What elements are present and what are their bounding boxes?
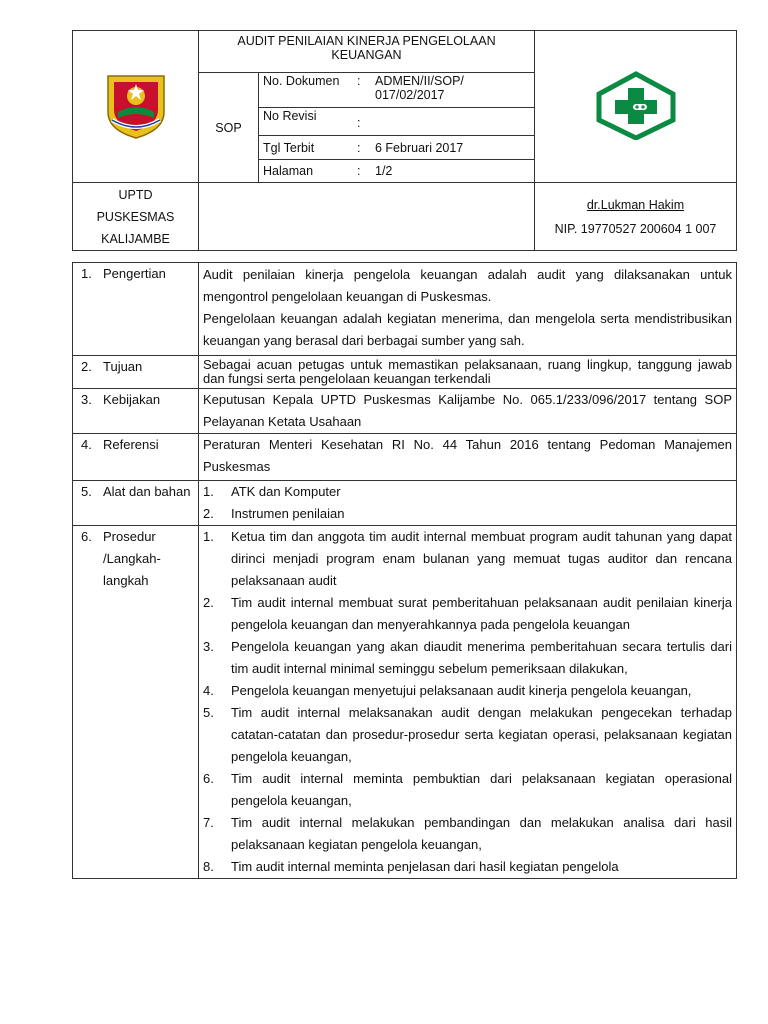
list-item <box>203 680 732 702</box>
item-text: Pengelola keuangan menyetujui pelaksanaan audit kinerja pengelola keuangan, <box>231 683 692 698</box>
section-content <box>199 481 737 526</box>
info-sep: : <box>353 135 371 159</box>
section-title: Pengertian <box>103 266 166 281</box>
item-text: Pengelola keuangan yang akan diaudit menerima pemberitahuan secara tertulis dari tim audit internal minimal seminggu sebelum pemeriksaan dilakukan, <box>231 639 732 676</box>
section-title: Prosedur /Langkah-langkah <box>103 529 161 588</box>
item-text: Tim audit internal membuat surat pemberitahuan pelaksanaan audit penilaian kinerja pengelola keuangan dan menyerahkannya pada pengelola keuangan <box>231 595 732 632</box>
sop-content-table <box>72 262 737 879</box>
section-content <box>199 263 737 356</box>
section-label <box>73 526 199 879</box>
section-row <box>73 526 737 879</box>
info-sep: : <box>357 163 361 178</box>
section-label <box>73 389 199 434</box>
org-line: PUSKESMAS <box>96 209 175 224</box>
document-title: AUDIT PENILAIAN KINERJA PENGELOLAAN KEUANGAN <box>199 31 535 73</box>
section-row <box>73 481 737 526</box>
org-line: UPTD <box>118 187 153 202</box>
list-item <box>203 636 732 680</box>
info-label: No Revisi <box>259 107 353 135</box>
blank-cell <box>199 183 535 251</box>
signer-nip: NIP. 19770527 200604 1 007 <box>554 221 717 236</box>
list-item <box>203 503 732 525</box>
section-number: 4. <box>81 437 92 452</box>
list-item <box>203 592 732 636</box>
regency-emblem-icon <box>100 68 172 142</box>
section-label <box>73 356 199 389</box>
paragraph: Sebagai acuan petugas untuk memastikan pelaksanaan, ruang lingkup, tanggung jawab dan fungsi serta pengelolaan keuangan terkendali <box>203 357 732 386</box>
section-row <box>73 434 737 481</box>
section-title: Kebijakan <box>103 392 161 407</box>
section-number: 1. <box>81 266 92 281</box>
item-number: 2. <box>203 506 214 521</box>
document-info-cell <box>259 73 535 183</box>
item-text: Instrumen penilaian <box>231 506 345 521</box>
item-number: 1. <box>203 484 214 499</box>
list-item <box>203 812 732 856</box>
section-content <box>199 434 737 481</box>
section-row <box>73 356 737 389</box>
item-number: 4. <box>203 683 214 698</box>
info-value: 6 Februari 2017 <box>371 135 534 159</box>
item-number: 5. <box>203 705 214 720</box>
section-label <box>73 434 199 481</box>
section-label <box>73 481 199 526</box>
section-content <box>199 526 737 879</box>
info-value: 1/2 <box>375 163 393 178</box>
puskesmas-logo-cell <box>535 31 737 183</box>
item-number: 6. <box>203 771 214 786</box>
section-number: 2. <box>81 359 92 374</box>
item-list <box>203 481 732 525</box>
list-item <box>203 856 732 878</box>
puskesmas-logo-icon <box>593 70 679 140</box>
paragraph: Audit penilaian kinerja pengelola keuangan adalah audit yang dilaksanakan untuk mengontrol pengelolaan keuangan di Puskesmas. <box>203 267 732 304</box>
signature-block <box>535 183 737 251</box>
info-label: Halaman <box>263 163 314 178</box>
regency-logo-cell <box>73 31 199 183</box>
info-label: No. Dokumen <box>259 73 353 107</box>
info-sep: : <box>353 73 371 107</box>
organization-name <box>73 183 199 251</box>
info-value <box>371 107 534 135</box>
section-number: 5. <box>81 484 92 499</box>
item-number: 7. <box>203 815 214 830</box>
section-content <box>199 389 737 434</box>
list-item <box>203 768 732 812</box>
item-text: Tim audit internal melakukan pembandingan dan melakukan analisa dari hasil pelaksanaan kegiatan pengelola keuangan, <box>231 815 732 852</box>
item-text: Ketua tim dan anggota tim audit internal membuat program audit tahunan yang dapat dirinci menjadi program enam bulanan yang memuat tugas auditor dan rencana pelaksanaan audit <box>231 529 732 588</box>
section-row <box>73 389 737 434</box>
list-item <box>203 481 732 503</box>
section-label <box>73 263 199 356</box>
item-text: Tim audit internal meminta penjelasan dari hasil kegiatan pengelola <box>231 859 619 874</box>
org-line: KALIJAMBE <box>101 231 170 246</box>
section-content <box>199 356 737 389</box>
info-value: ADMEN/II/SOP/ 017/02/2017 <box>371 73 534 107</box>
paragraph: Keputusan Kepala UPTD Puskesmas Kalijambe No. 065.1/233/096/2017 tentang SOP Pelayanan Ketata Usahaan <box>203 392 732 429</box>
paragraph: Peraturan Menteri Kesehatan RI No. 44 Tahun 2016 tentang Pedoman Manajemen Puskesmas <box>203 437 732 474</box>
list-item <box>203 702 732 768</box>
item-number: 8. <box>203 859 214 874</box>
signer-name: dr.Lukman Hakim <box>586 197 685 212</box>
sop-label: SOP <box>199 73 259 183</box>
section-title: Referensi <box>103 437 159 452</box>
list-item <box>203 526 732 592</box>
info-label: Tgl Terbit <box>259 135 353 159</box>
section-row <box>73 263 737 356</box>
section-title: Alat dan bahan <box>103 484 191 499</box>
procedure-list <box>203 526 732 878</box>
section-number: 3. <box>81 392 92 407</box>
item-text: Tim audit internal melaksanakan audit dengan melakukan pengecekan terhadap catatan-catatan dan prosedur-prosedur serta kegiatan operasi, pelaksanaan kegiatan pengelola keuangan, <box>231 705 732 764</box>
info-sep: : <box>353 107 371 135</box>
section-number: 6. <box>81 529 92 544</box>
item-text: ATK dan Komputer <box>231 484 341 499</box>
document-info-table <box>259 73 534 181</box>
item-number: 1. <box>203 529 214 544</box>
item-number: 3. <box>203 639 214 654</box>
paragraph: Pengelolaan keuangan adalah kegiatan menerima, dan mengelola serta mendistribusikan keuangan yang berasal dari berbagai sumber yang sah. <box>203 311 732 348</box>
item-number: 2. <box>203 595 214 610</box>
section-title: Tujuan <box>103 359 143 374</box>
sop-header-table <box>72 30 737 251</box>
item-text: Tim audit internal meminta pembuktian dari pelaksanaan kegiatan operasional pengelola keuangan, <box>231 771 732 808</box>
